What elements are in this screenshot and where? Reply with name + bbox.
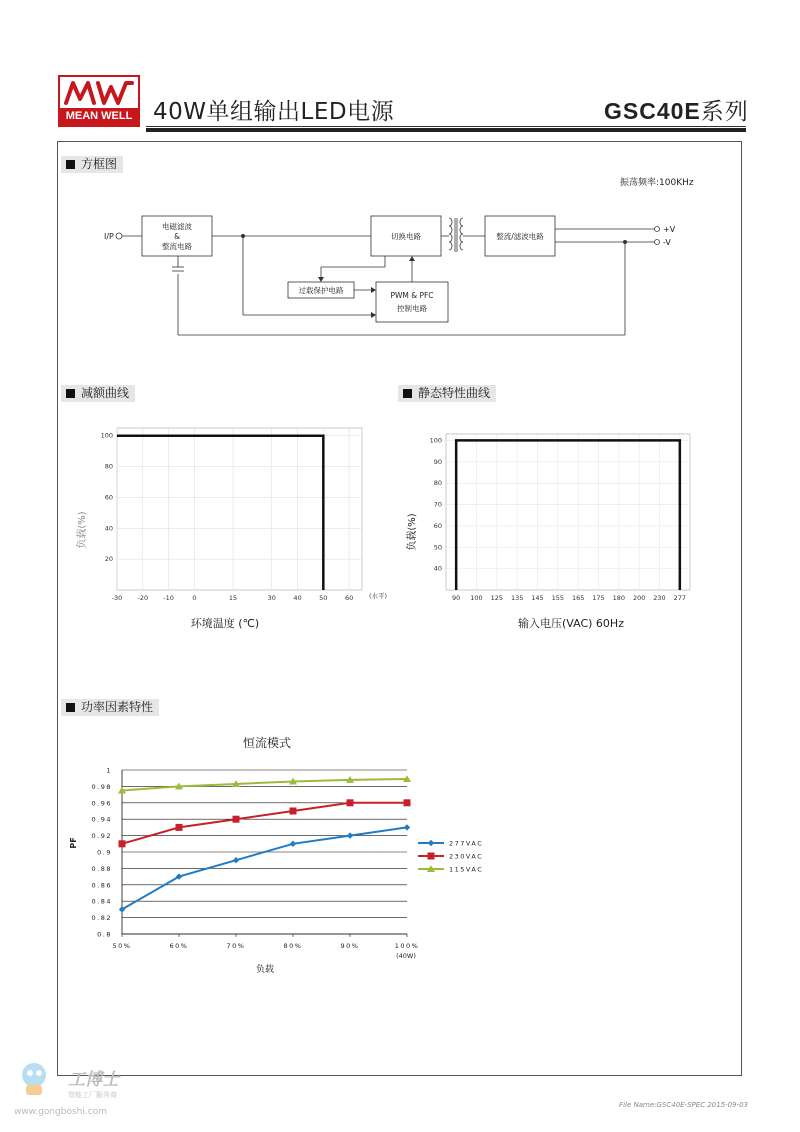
- derating-x-tick: -10: [163, 594, 174, 602]
- pf-legend-marker: [428, 840, 434, 846]
- pf-ylabel: PF: [69, 837, 78, 849]
- brand-name: MEAN WELL: [60, 108, 138, 125]
- static-x-tick: 165: [571, 594, 585, 602]
- pf-y-tick: 0.96: [91, 799, 112, 808]
- pf-x-tick: 60%: [169, 942, 189, 950]
- series-suffix: 系列: [700, 99, 749, 125]
- pf-series-line-115vac: [122, 779, 407, 790]
- input-label: I/P: [104, 232, 114, 241]
- derating-x-tick: 30: [267, 594, 276, 602]
- static-x-tick: 200: [632, 594, 646, 602]
- derating-x-tick: 15: [228, 594, 238, 602]
- pf-title: 恒流模式: [242, 736, 292, 750]
- pf-y-tick: 0.86: [91, 881, 112, 890]
- derating-x-tick: 60: [344, 594, 354, 602]
- section-derating: 减额曲线: [61, 385, 135, 402]
- derating-chart: [65, 420, 395, 635]
- watermark-name: 工博士: [68, 1070, 119, 1090]
- derating-y-tick: 100: [100, 431, 113, 440]
- switch-box-label: 切换电路: [391, 232, 421, 241]
- pf-point-230vac: [347, 799, 354, 806]
- watermark: [10, 1055, 160, 1121]
- static-y-tick: 40: [433, 564, 442, 573]
- pf-y-tick: 1: [106, 766, 112, 775]
- pf-y-tick: 0.94: [91, 815, 112, 824]
- derating-x-tick: 40: [293, 594, 302, 602]
- section-static-curve: 静态特性曲线: [398, 385, 496, 402]
- pwm-box-line2: 控制电路: [397, 304, 427, 313]
- pf-x-note: (40W): [396, 952, 416, 960]
- emi-box-line2: &: [174, 232, 180, 241]
- static-x-tick: 175: [592, 594, 605, 602]
- derating-y-tick: 80: [104, 462, 113, 471]
- static-ylabel: 负载(%): [407, 513, 418, 551]
- derating-plot-area: [117, 428, 362, 590]
- pf-x-tick: 90%: [340, 942, 360, 950]
- pf-point-277vac: [233, 857, 239, 863]
- pf-point-277vac: [347, 832, 353, 838]
- section-pf: 功率因素特性: [61, 699, 159, 716]
- page-title: 40W单组输出LED电源: [153, 99, 395, 125]
- derating-x-tick: 50: [319, 594, 328, 602]
- derating-y-tick: 20: [104, 555, 113, 564]
- pf-y-tick: 0.82: [91, 914, 112, 923]
- static-x-tick: 180: [612, 594, 626, 602]
- static-y-tick: 60: [433, 521, 442, 530]
- series-title: [604, 93, 749, 126]
- pf-point-230vac: [233, 816, 240, 823]
- static-x-tick: 230: [653, 594, 666, 602]
- static-plot-area: [446, 434, 690, 590]
- pf-xlabel: 负载: [255, 965, 275, 975]
- block-diagram: [90, 205, 710, 340]
- pf-x-tick: 100%: [394, 942, 420, 950]
- mw-logo-icon: [60, 77, 138, 107]
- static-x-tick: 90: [452, 594, 461, 602]
- emi-box-line3: 整流电路: [162, 242, 192, 251]
- static-y-tick: 50: [433, 543, 442, 552]
- static-x-tick: 145: [531, 594, 544, 602]
- footer-filename: File Name:GSC40E-SPEC 2015-09-03: [619, 1101, 748, 1109]
- static-xlabel: 输入电压(VAC) 60Hz: [518, 617, 624, 630]
- static-x-tick: 155: [551, 594, 565, 602]
- static-y-tick: 90: [433, 457, 442, 466]
- derating-curve: [117, 436, 323, 590]
- watermark-sub: 智能工厂服务商: [68, 1091, 117, 1099]
- pf-point-277vac: [404, 824, 410, 830]
- static-x-tick: 277: [673, 594, 687, 602]
- derating-x-tick: -20: [137, 594, 149, 602]
- pf-chart: [62, 728, 522, 978]
- pf-y-tick: 0.9: [97, 848, 112, 857]
- derating-ylabel: 负载(%): [77, 511, 88, 549]
- pf-y-tick: 0.88: [91, 864, 112, 873]
- emi-box-line1: 电磁滤波: [162, 222, 192, 231]
- pf-legend-label: 115VAC: [449, 865, 484, 874]
- section-block-diagram: 方框图: [61, 156, 123, 173]
- watermark-url: www.gongboshi.com: [14, 1107, 107, 1117]
- pf-point-277vac: [290, 841, 296, 847]
- derating-xlabel: 环境温度 (℃): [190, 617, 260, 630]
- pf-point-230vac: [404, 799, 411, 806]
- output-positive: +V: [663, 225, 676, 234]
- static-y-tick: 70: [433, 500, 442, 509]
- series-model: GSC40E: [604, 98, 701, 124]
- pf-point-230vac: [290, 808, 297, 815]
- ovp-box-label: 过载保护电路: [298, 286, 344, 295]
- pf-legend-label: 277VAC: [449, 839, 484, 848]
- pf-x-tick: 50%: [112, 942, 132, 950]
- header-rule-thin: [146, 126, 746, 127]
- pf-series-line-230vac: [122, 803, 407, 844]
- derating-y-tick: 60: [104, 493, 113, 502]
- rect-box-label: 整流/滤波电路: [496, 232, 544, 241]
- pf-x-tick: 80%: [283, 942, 303, 950]
- derating-x-tick: -30: [111, 594, 123, 602]
- pf-y-tick: 0.8: [97, 930, 112, 939]
- static-x-tick: 100: [470, 594, 483, 602]
- robot-mascot-icon: [22, 1063, 46, 1095]
- pf-x-tick: 70%: [226, 942, 246, 950]
- derating-x-unit: (水平): [369, 592, 388, 600]
- derating-x-tick: 0: [192, 594, 197, 602]
- pf-y-tick: 0.92: [91, 832, 112, 841]
- static-curve: [456, 440, 680, 590]
- static-y-tick: 100: [429, 436, 442, 445]
- static-x-tick: 125: [490, 594, 504, 602]
- pwm-box-line1: PWM & PFC: [390, 291, 434, 300]
- pf-y-tick: 0.98: [91, 782, 112, 791]
- mean-well-logo: [58, 75, 140, 127]
- pf-y-tick: 0.84: [91, 897, 112, 906]
- pf-point-230vac: [119, 840, 126, 847]
- header-rule-thick: [146, 128, 746, 132]
- static-chart: [400, 420, 700, 635]
- static-x-tick: 135: [510, 594, 524, 602]
- pf-legend-marker: [428, 853, 435, 860]
- static-y-tick: 80: [433, 479, 442, 488]
- pf-legend-label: 230VAC: [449, 852, 484, 861]
- derating-y-tick: 40: [104, 524, 113, 533]
- pf-point-230vac: [176, 824, 183, 831]
- output-negative: -V: [663, 238, 671, 247]
- freq-note: 振荡频率:100KHz: [620, 178, 694, 188]
